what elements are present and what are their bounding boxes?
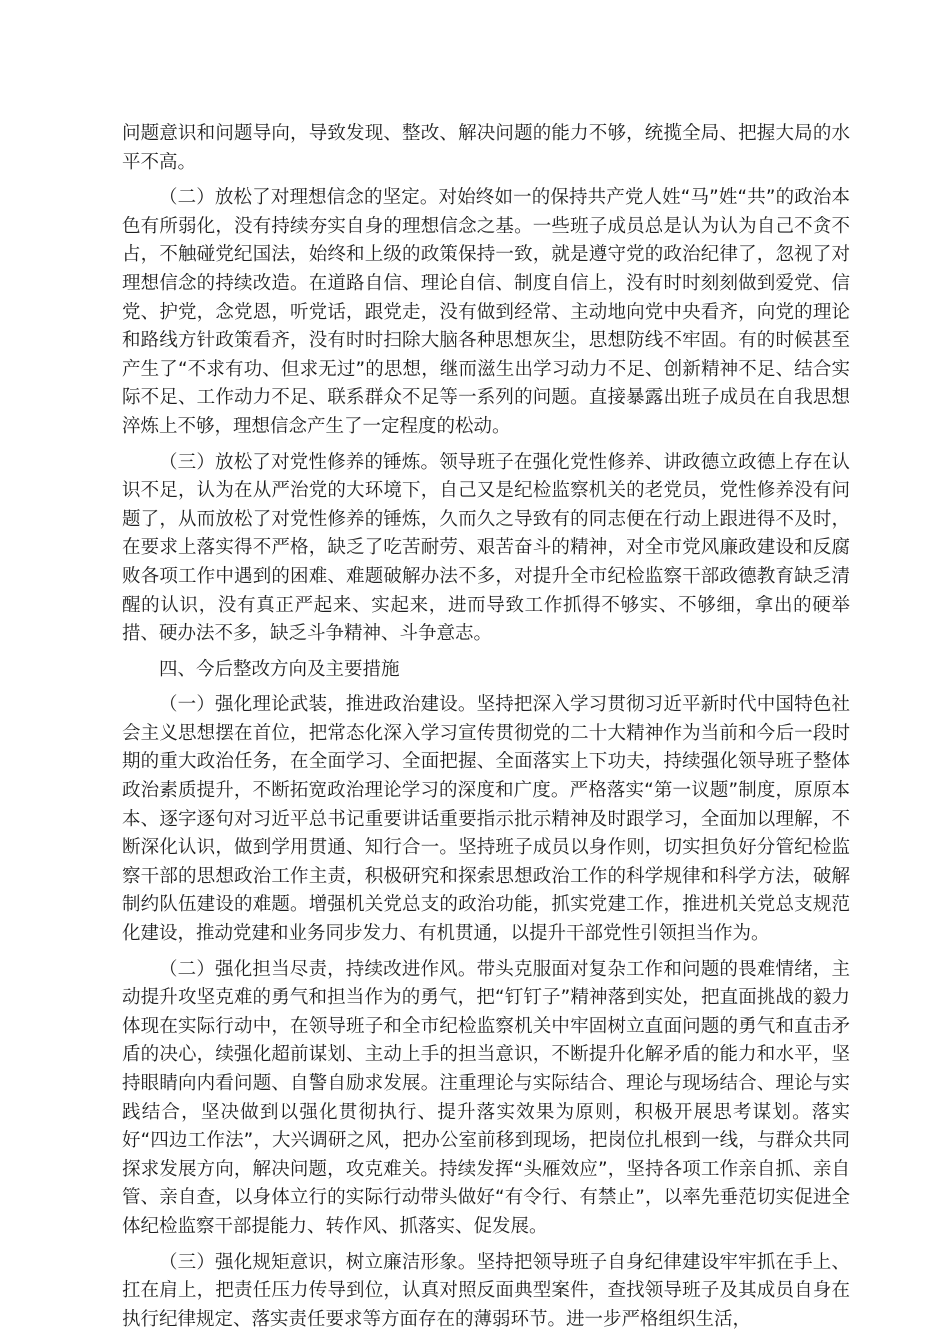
paragraph-ideals-belief: （二）放松了对理想信念的坚定。对始终如一的保持共产党人姓“马”姓“共”的政治本色有所弱化，没有持续夯实自身的理想信念之基。一些班子成员总是认为认为自己不贪不占，不触碰党纪国法，始终和上级的政策保持一致，就是遵守党的政治纪律了，忽视了对理想信念的持续改造。在道路自信、理论自信、制度自信上，没有时时刻刻做到爱党、信党、护党，念党恩，听党话，跟党走，没有做到经常、主动地向党中央看齐，向党的理论和路线方针政策看齐，没有时时扫除大脑各种思想灰尘，思想防线不牢固。有的时候甚至产生了“不求有功、但求无过”的思想，继而滋生出学习动力不足、创新精神不足、结合实际不足、工作动力不足、联系群众不足等一系列的问题。直接暴露出班子成员在自我思想淬炼上不够，理想信念产生了一定程度的松动。 xyxy=(122,187,850,437)
paragraph-party-spirit: （三）放松了对党性修养的锤炼。领导班子在强化党性修养、讲政德立政德上存在认识不足，认为在从严治党的大环境下，自己又是纪检监察机关的老党员，党性修养没有问题了，从而放松了对党性修养的锤炼，久而久之导致有的同志便在行动上跟进得不及时，在要求上落实得不严格，缺乏了吃苦耐劳、艰苦奋斗的精神，对全市党风廉政建设和反腐败各项工作中遇到的困难、难题破解办法不多，对提升全市纪检监察干部政德教育缺乏清醒的认识，没有真正严起来、实起来，进而导致工作抓得不够实、不够细，拿出的硬举措、硬办法不多，缺乏斗争精神、斗争意志。 xyxy=(122,451,850,645)
paragraph-theory-arming: （一）强化理论武装，推进政治建设。坚持把深入学习贯彻习近平新时代中国特色社会主义思想摆在首位，把常态化深入学习宣传贯彻党的二十大精神作为当前和今后一段时期的重大政治任务，在全面学习、全面把握、全面落实上下功夫，持续强化领导班子整体政治素质提升，不断拓宽政治理论学习的深度和广度。严格落实“第一议题”制度，原原本本、逐字逐句对习近平总书记重要讲话重要指示批示精神及时跟学习，全面加以理解，不断深化认识，做到学用贯通、知行合一。坚持班子成员以身作则，切实担负好分管纪检监察干部的思想政治工作主责，积极研究和探索思想政治工作的科学规律和科学方法，破解制约队伍建设的难题。增强机关党总支的政治功能，抓实党建工作，推进机关党总支规范化建设，推动党建和业务同步发力、有机贯通，以提升干部党性引领担当作为。 xyxy=(122,694,850,945)
document-body xyxy=(122,120,850,1341)
paragraph-responsibility: （二）强化担当尽责，持续改进作风。带头克服面对复杂工作和问题的畏难情绪，主动提升攻坚克难的勇气和担当作为的勇气，把“钉钉子”精神落到实处，把直面挑战的毅力体现在实际行动中，在领导班子和全市纪检监察机关中牢固树立直面问题的勇气和直击矛盾的决心，续强化超前谋划、主动上手的担当意识，不断提升化解矛盾的能力和水平，坚持眼睛向内看问题、自警自励求发展。注重理论与实际结合、理论与现场结合、理论与实践结合，坚决做到以强化贯彻执行、提升落实效果为原则，积极开展思考谋划。落实好“四边工作法”，大兴调研之风，把办公室前移到现场，把岗位扎根到一线，与群众共同探求发展方向，解决问题，攻克难关。持续发挥“头雁效应”，坚持各项工作亲自抓、亲自管、亲自查，以身体立行的实际行动带头做好“有令行、有禁止”，以率先垂范切实促进全体纪检监察干部提能力、转作风、抓落实、促发展。 xyxy=(122,958,851,1237)
paragraph-continuation: 问题意识和问题导向，导致发现、整改、解决问题的能力不够，统揽全局、把握大局的水平不高。 xyxy=(122,123,850,173)
section-heading-rectification: 四、今后整改方向及主要措施 xyxy=(159,658,400,680)
paragraph-discipline: （三）强化规矩意识，树立廉洁形象。坚持把领导班子自身纪律建设牢牢抓在手上、扛在肩上，把责任压力传导到位，认真对照反面典型案件，查找领导班子及其成员自身在执行纪律规定、落实责任要求等方面存在的薄弱环节。进一步严格组织生活， xyxy=(122,1251,850,1330)
